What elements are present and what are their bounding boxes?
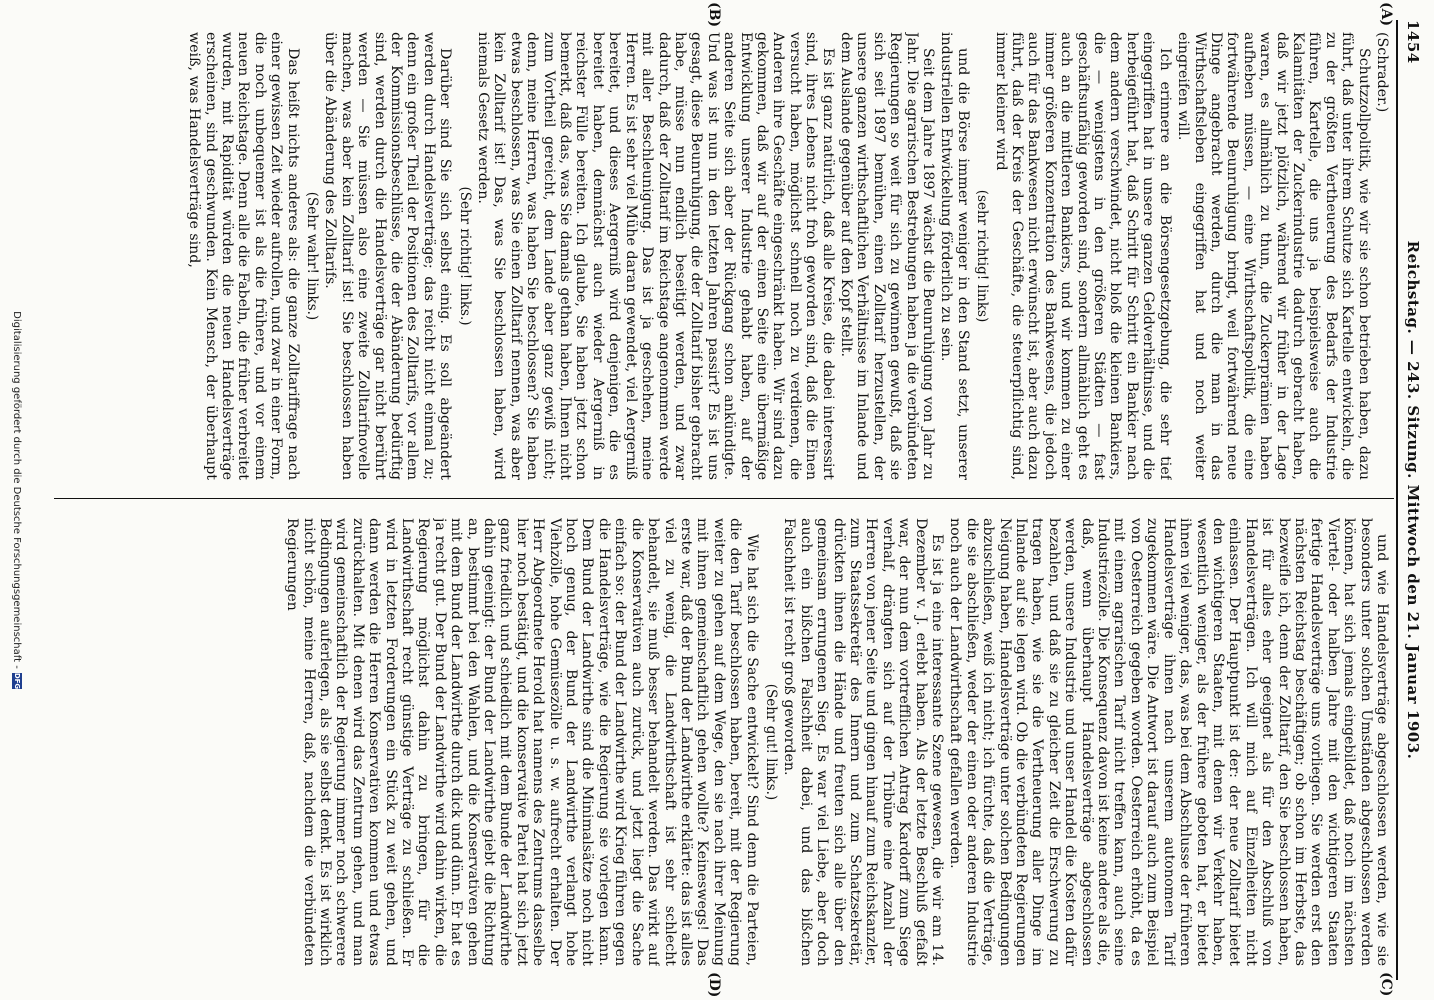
margin-letter-c: (C) bbox=[1378, 972, 1394, 997]
page-header bbox=[1398, 20, 1422, 980]
header-rule bbox=[1396, 20, 1398, 980]
margin-letter-b: (B) bbox=[706, 2, 722, 28]
paragraph: Es ist ganz natürlich, daß alle Kreise, die dabei interessirt sind, ihres Lebens nicht froh geworden sind, daß die Einen versucht haben, möglichst schnell noch zu verdienen, die Anderen ihre Geschäfte eingeschränkt haben. Wir sind dazu gekommen, daß wir auf der einen Seite eine übermäßige Entwicklung unserer Industrie gehabt haben, auf der anderen Seite sich aber der Rückgang schon ankündigte. Und was ist nun in den letzten Jahren passirt? Es ist uns gesagt, diese Beunruhigung, die der Zolltarif bisher gebracht habe, müsse nun endlich beseitigt werden, und zwar dadurch, daß der Zolltarif im Reichstage angenommen werde mit aller Beschleunigung. Das ist ja geschehen, meine Herren. Es ist sehr viel Mühe daran gewendet, viel Aergerniß bereitet, und dieses Aergerniß wird denjenigen, die es bereitet haben, demnächst auch wieder Aergerniß in reichster Fülle bereiten. Ich glaube, Sie haben jetzt schon bemerkt, daß das, was Sie damals gethan haben, Ihnen nicht zum Vortheil gereicht, dem Lande aber ganz gewiß nicht; denn, meine Herren, was haben Sie beschlossen? Sie haben etwas beschlossen, was Sie einen Zolltarif nennen, was aber kein Zolltarif ist! Das, was Sie beschlossen haben, wird niemals Gesetz werden. bbox=[475, 32, 836, 480]
margin-letter-d: (D) bbox=[706, 972, 722, 998]
paragraph: und wie Handelsverträge abgeschlossen werden, wie sie besonders unter solchen Umständen abgeschlossen werden können, hat sich jemals eingebildet, daß noch im nächsten Viertel- oder halben Jahre mit den wichtigeren Staaten fertige Handelsverträge uns vorliegen. Sie werden erst den nächsten Reichstag beschäftigen; ob schon im Herbste, das bezweifle ich, denn der Zolltarif, den Sie beschlossen haben, ist für alles eher geeignet als für den Abschluß von Handelsverträgen. Ich will mich auf Einzelheiten nicht einlassen. Der Hauptpunkt ist der: der neue Zolltarif bietet den wichtigeren Staaten, mit denen wir Verkehr haben, wesentlich weniger, als der frühere geboten hat, er bietet ihnen viel weniger, das, was bei dem Abschlusse der früheren Handelsverträge ihnen nach unserem autonomen Tarif zugekommen wäre. Die Antwort ist darauf auch zum Beispiel von Oesterreich gegeben worden. Oesterreich erhöht, da es mit einem agrarischen Tarif nicht treffen kann, auch seine Industriezölle. Die Konsequenz davon ist keine andere als die, daß, wenn überhaupt Handelsverträge abgeschlossen werden, unsere Industrie und unser Handel die Kosten dafür bezahlen, und daß sie zu gleicher Zeit die Erschwerung zu tragen haben, wie sie die Vertheuerung aller Dinge im Inlande auf sie legen wird. Ob die verbündeten Regierungen Neigung haben, Handelsverträge unter solchen Bedingungen abzuschließen, weiß ich nicht; ich fürchte, daß die Verträge, die sie abschließen, weder der einen oder anderen Industrie noch auch der Landwirthschaft gefallen werden. bbox=[947, 518, 1390, 966]
reaction-note: (Sehr richtig! links.) bbox=[456, 186, 473, 326]
paragraph: Seit dem Jahre 1897 wächst die Beunruhigung von Jahr zu Jahr. Die agrarischen Bestrebungen haben ja die verbündeten Regierungen so weit für sich zu gewinnen gewußt, daß sie sich seit 1897 bemühen, einen Zolltarif herzustellen, der unsere ganzen wirthschaftlichen Verhältnisse im Inlande und dem Auslande gegenüber auf den Kopf stellt. bbox=[838, 32, 937, 480]
paragraph: und die Börse immer weniger in den Stand setzt, unserer industriellen Entwickelung förderlich zu sein. bbox=[938, 32, 971, 480]
paragraph: Das heißt nichts anderes als: die ganze Zolltariffrage nach einer gewissen Zeit wieder aufrollen, und zwar in einer Form, die noch unbequemer ist als die frühere, und vor einem neuen Reichstage. Denn alle die Fabeln, die früher verbreitet wurden, mit Rapidität würden die neuen Handelsverträge erscheinen, sind geschwunden. Kein Mensch, der überhaupt weiß, was Handelsverträge sind, bbox=[186, 32, 301, 480]
digitization-credit bbox=[11, 0, 22, 1000]
paragraph: Es ist ja eine interessante Szene gewesen, die wir am 14. Dezember v. J. erlebt haben. Als der letzte Beschluß gefaßt war, der nun dem vortrefflichen Antrag Kardorff zum Siege verhalf, drängten sich auf der Tribüne eine Anzahl der Herren von jener Seite und gingen hinauf zum Reichskanzler, zum Staatssekretär des Innern und zum Schatzsekretär, drückten ihnen die Hände und freuten sich alle über den gemeinsam errungenen Sieg. Es war viel Liebe, aber doch auch ein bißchen Falschheit dabei, und das bißchen Falschheit ist recht groß geworden. bbox=[781, 518, 946, 966]
speaker-name: (Schrader.) bbox=[1374, 32, 1390, 113]
page-number: 1454 bbox=[1404, 20, 1422, 64]
newspaper-page bbox=[22, 2, 1422, 998]
reaction-note: (Sehr gut! links.) bbox=[762, 683, 779, 801]
reaction-note: (sehr richtig! links) bbox=[974, 189, 991, 323]
paragraph: Darüber sind Sie sich selbst einig. Es soll abgeändert werden durch Handelsverträge; das reicht nicht einmal zu; denn ein großer Theil der Positionen des Zolltarifs, vor allem der Kommissionsbeschlüsse, die der Abänderung bedürftig sind, werden durch die Handelsverträge gar nicht berührt werden — Sie müssen also eine zweite Zolltarifnovelle machen, was aber kein Zolltarif ist! Sie beschlossen haben über die Abänderung des Zolltarifs. bbox=[322, 32, 454, 480]
paragraph: Schutzzollpolitik, wie wir sie schon betrieben haben, dazu führt, daß unter ihrem Schutze sich Kartelle entwickeln, die zu der größten Vertheuerung des Bedarfs der Industrie führen, Kartelle, die uns ja beispielsweise auch die Kalamitäten der Zuckerindustrie dadurch gebracht haben, daß wir jetzt plötzlich, während wir früher in der Lage waren, es allmählich zu thun, die Zuckerprämien haben aufheben müssen, — eine Wirthschaftspolitik, die eine fortwährende Beunruhigung bringt, weil fortwährend neue Dinge angebracht werden, durch die man in das Wirthschaftsleben eingegriffen hat und noch weiter eingreifen will. bbox=[1175, 32, 1372, 480]
right-column bbox=[50, 518, 1390, 966]
paragraph: Ich erinnere an die Börsengesetzgebung, die sehr tief eingegriffen hat in unsere ganzen Geldverhältnisse, und die herbeigeführt hat, daß Schritt für Schritt ein Bankier nach dem andern verschwindet, nicht bloß die kleinen Bankiers, die — wenigstens in den größeren Städten — fast geschäftsunfähig geworden sind, sondern allmählich geht es auch an die mittleren Bankiers, und wir kommen zu einer immer größeren Konzentration des Bankwesens, die jedoch auch für das Bankwesen nicht erwünscht ist, aber auch dazu führt, daß der Kreis der Geschäfte, die steuerpflichtig sind, immer kleiner wird bbox=[992, 32, 1173, 480]
column-divider bbox=[54, 498, 1394, 499]
dfg-logo: DFG bbox=[13, 672, 21, 690]
reaction-note: (Sehr wahr! links.) bbox=[304, 191, 320, 321]
page-title: Reichstag. — 243. Sitzung. Mittwoch den 21. Januar 1903. bbox=[1404, 240, 1422, 760]
left-column bbox=[50, 32, 1390, 480]
paragraph: Wie hat sich die Sache entwickelt? Sind denn die Parteien, die den Tarif beschlossen haben, bereit, mit der Regierung weiter zu gehen auf dem Wege, den sie nach ihrer Meinung mit ihnen gemeinschaftlich gehen wollte? Keineswegs! Das erste war, daß der Bund der Landwirthe erklärte: das ist alles viel zu wenig, die Landwirthschaft ist sehr schlecht behandelt, sie muß besser behandelt werden. Das wirkt auf die Konservativen auch zurück, und jetzt liegt die Sache einfach so: der Bund der Landwirthe wird Krieg führen gegen die Handelsverträge, wie die Regierung sie vorlegen kann. Dem Bund der Landwirthe sind die Minimalsätze noch nicht hoch genug, der Bund der Landwirthe verlangt hohe Viehzölle, hohe Gemüsezölle u. s. w. aufrecht erhalten. Der Herr Abgeordnete Herold hat namens des Zentrums dasselbe hier noch bestätigt, und die konservative Partei hat sich jetzt ganz friedlich und schiedlich mit dem Bunde der Landwirthe dahin geeinigt: der Bund der Landwirthe giebt die Richtung an, bestimmt bei den Wahlen, und die Konservativen gehen mit dem Bund der Landwirthe durch dick und dünn. Er hat es ja recht gut. Der Bund der Landwirthe wird dahin wirken, die Regierung möglichst dahin zu bringen, für die Landwirthschaft recht günstige Verträge zu schließen. Er wird in letzten Forderungen ein Stück zu weit gehen, und dann werden die Herren Konservativen kommen und etwas zurückhalten. Mit denen wird das Zentrum gehen, und man wird gemeinschaftlich der Regierung immer noch schwerere Bedingungen auferlegen, als sie selbst denkt. Es ist wirklich nicht schön, meine Herren, daß, nachdem die verbündeten Regierungen bbox=[284, 518, 760, 966]
credit-text: Digitalisierung gefördert durch die Deutsche Forschungsgemeinschaft - bbox=[11, 311, 22, 669]
margin-letter-a: (A) bbox=[1378, 2, 1394, 27]
